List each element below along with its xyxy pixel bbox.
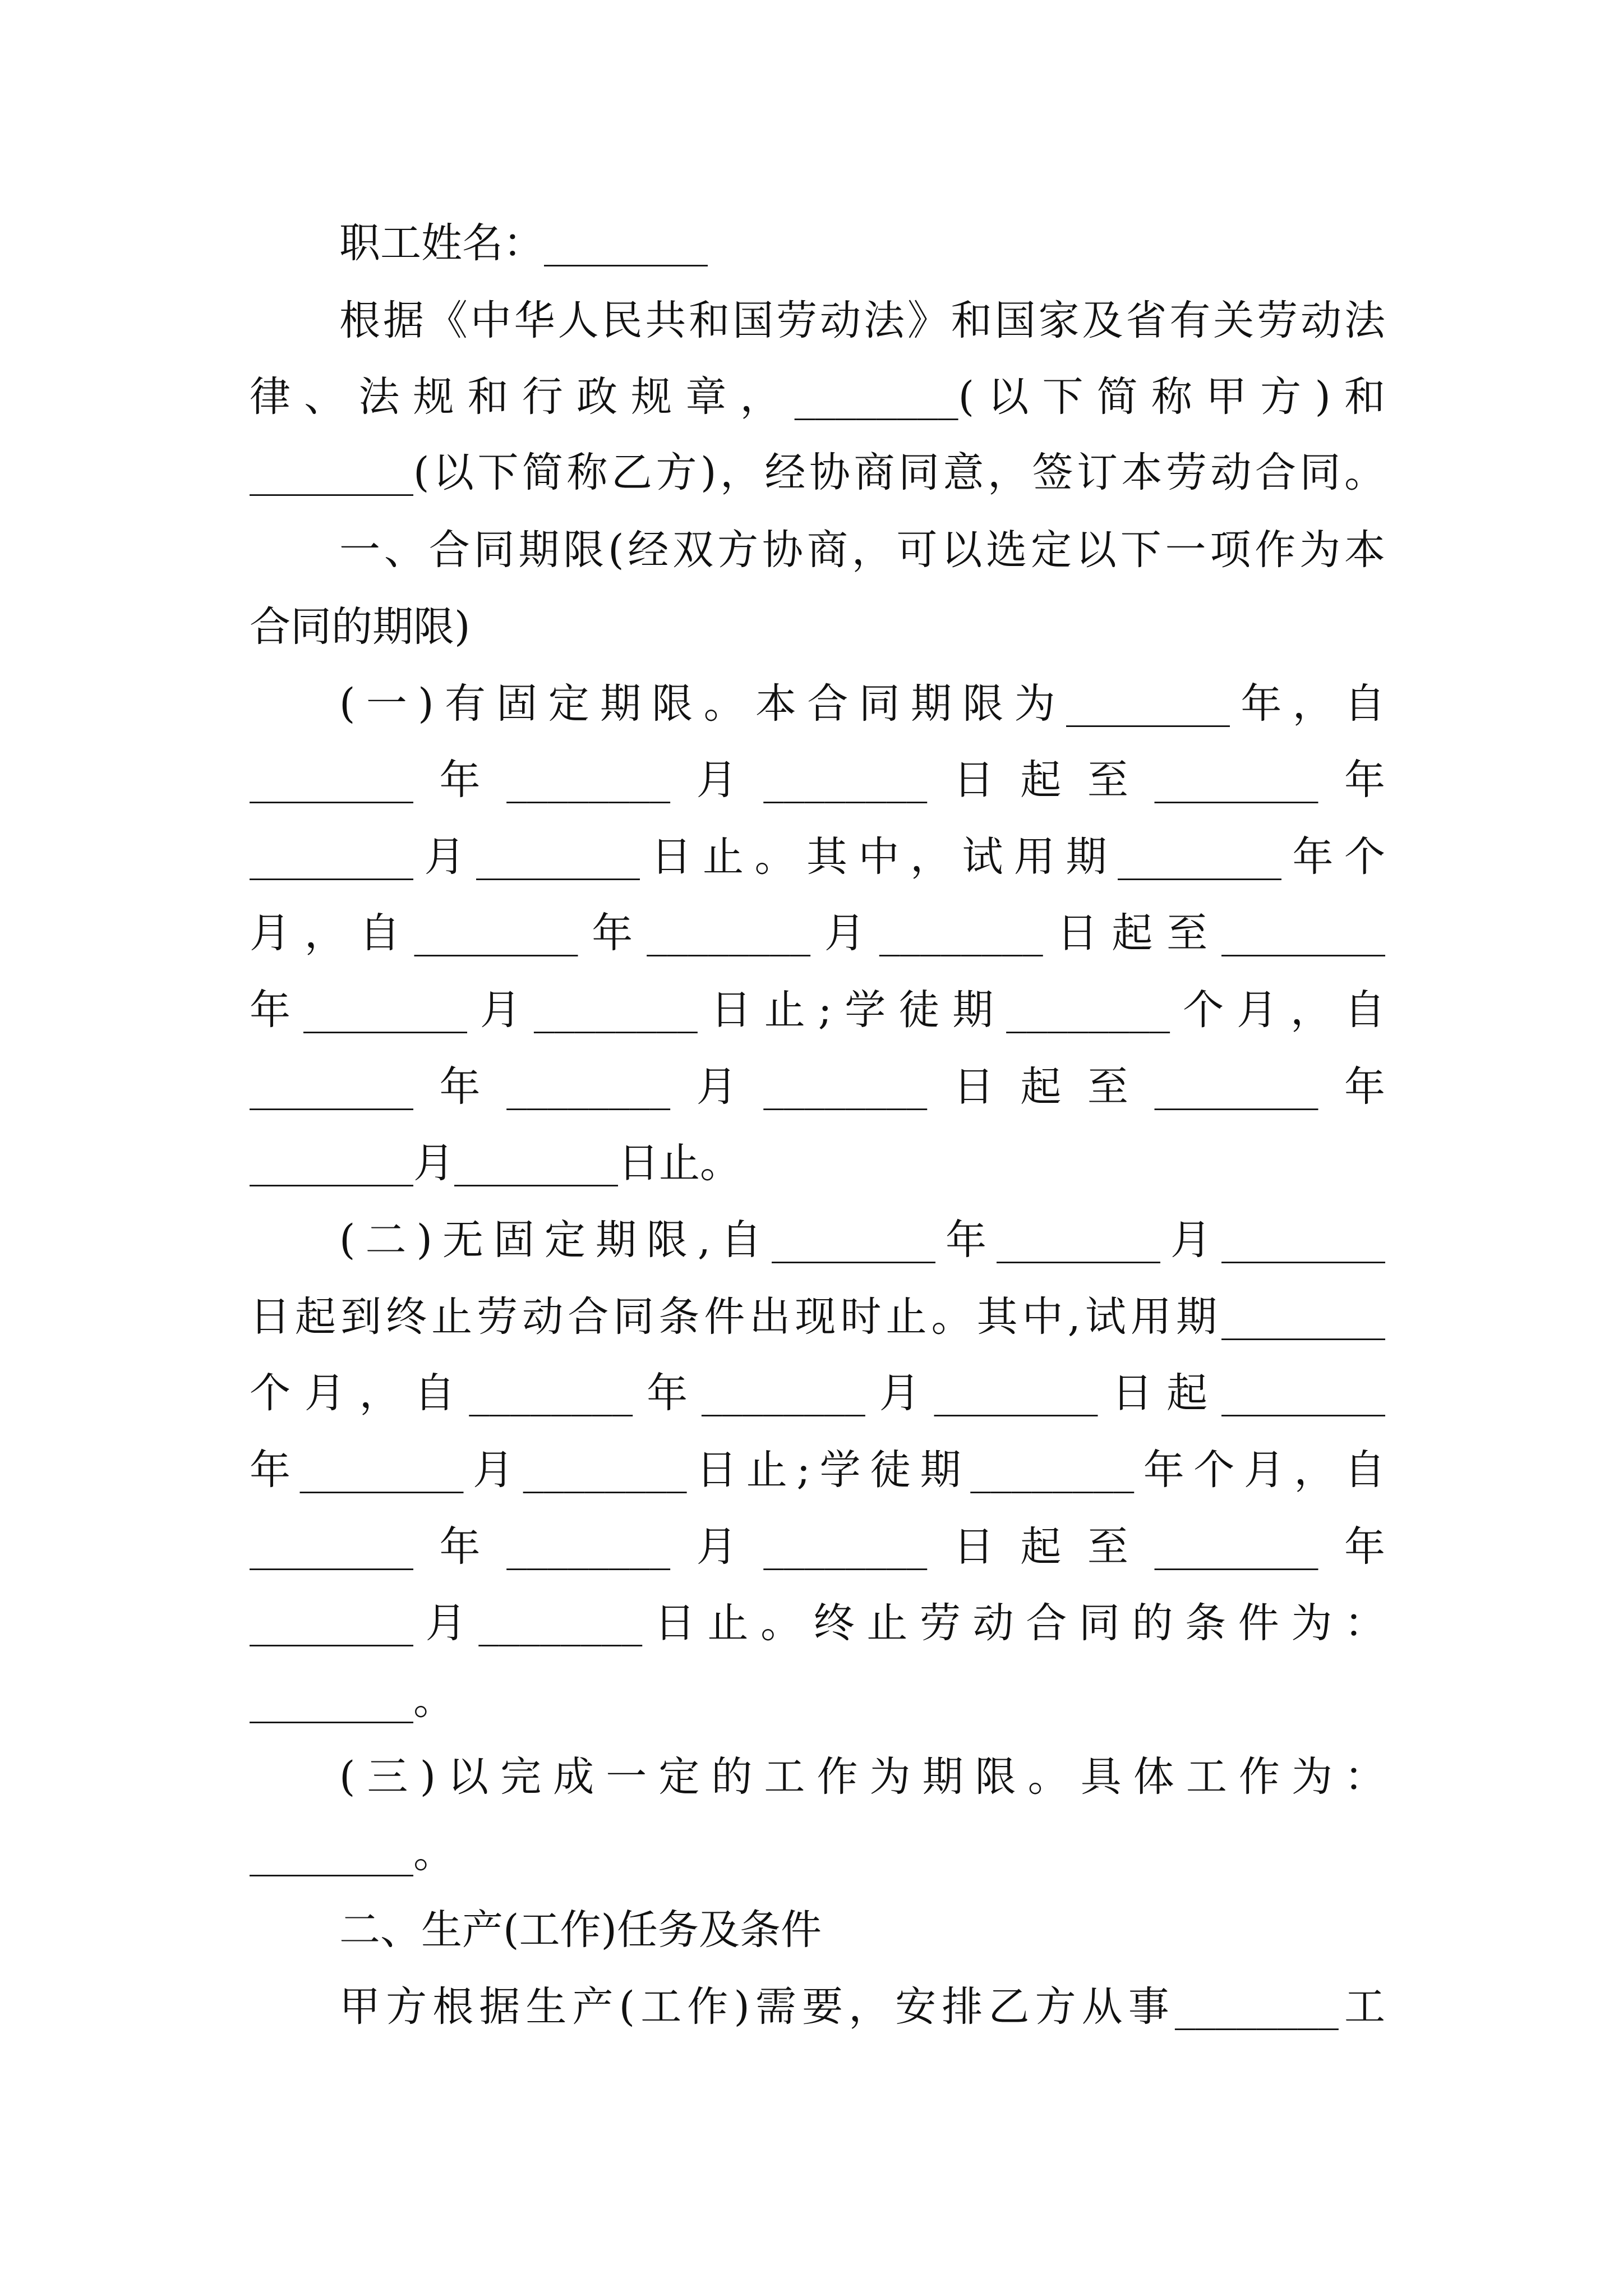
paragraph-line: ________。 — [250, 1676, 454, 1724]
paragraph-line: 日起到终止劳动合同条件出现时止。其中,试用期________ — [250, 1293, 1385, 1341]
paragraph-line: ________年________月________日起至________年 — [250, 1523, 1385, 1571]
clause-heading: (三)以完成一定的工作为期限。具体工作为： — [339, 1753, 1385, 1801]
paragraph-line: ________月________日止。 — [250, 1139, 741, 1187]
section-heading: 一、合同期限(经双方协商，可以选定以下一项作为本 — [339, 526, 1385, 574]
paragraph-line: 年________月________日止;学徒期________年个月，自 — [250, 1446, 1385, 1494]
paragraph-line: ________月________日止。其中，试用期________年个 — [250, 833, 1385, 881]
paragraph-line: 个月，自________年________月________日起________ — [250, 1369, 1385, 1417]
paragraph-line: ________月________日止。终止劳动合同的条件为： — [250, 1599, 1385, 1647]
paragraph-line: 律、法规和行政规章，________(以下简称甲方)和 — [250, 373, 1385, 421]
paragraph-line: ________(以下简称乙方)，经协商同意，签订本劳动合同。 — [250, 449, 1385, 496]
paragraph-line: ________年________月________日起至________年 — [250, 1063, 1385, 1111]
paragraph-line: 甲方根据生产(工作)需要，安排乙方从事________工 — [339, 1983, 1385, 2031]
paragraph-line: 根据《中华人民共和国劳动法》和国家及省有关劳动法 — [339, 297, 1385, 344]
paragraph-line: ________年________月________日起至________年 — [250, 756, 1385, 804]
paragraph-line: 合同的期限) — [250, 603, 471, 651]
section-heading: 二、生产(工作)任务及条件 — [339, 1906, 822, 1954]
clause-heading: (一)有固定期限。本合同期限为________年，自 — [339, 680, 1385, 728]
paragraph-line: 年________月________日止;学徒期________个月，自 — [250, 986, 1385, 1034]
paragraph-line: 月，自________年________月________日起至________ — [250, 909, 1385, 957]
paragraph-line: ________。 — [250, 1829, 454, 1877]
clause-heading: (二)无固定期限,自________年________月________ — [339, 1216, 1385, 1264]
employee-name-line: 职工姓名：________ — [339, 219, 708, 267]
